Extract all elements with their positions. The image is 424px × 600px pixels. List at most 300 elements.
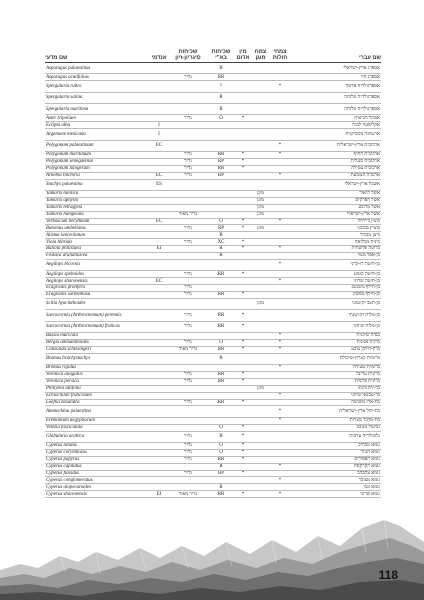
endemic-cell	[150, 484, 168, 491]
endemic-cell	[150, 298, 168, 309]
sand-plant-cell	[269, 115, 291, 122]
endemic-cell	[150, 232, 168, 239]
frequency-country-cell: RR	[208, 165, 234, 172]
protected-cell	[252, 431, 269, 442]
endemic-cell	[150, 74, 168, 81]
hebrew-name-cell: אקליפטה לבנה	[291, 122, 381, 129]
frequency-sinai-cell: נדיר	[168, 442, 208, 449]
protected-cell: מוגן	[252, 298, 269, 309]
red-species-cell	[234, 140, 252, 151]
sand-plant-cell	[269, 449, 291, 456]
red-species-cell	[234, 172, 252, 179]
frequency-sinai-cell: נדיר	[168, 271, 208, 278]
frequency-sinai-cell: נדיר מאוד	[168, 346, 208, 353]
frequency-sinai-cell: נדיר	[168, 399, 208, 406]
scientific-name-cell: Sarcocornia (Arthrocnemum) fruticos	[45, 321, 150, 332]
endemic-cell: EC	[150, 218, 168, 225]
hebrew-name-cell: ארגמונה מכסיקנית	[291, 129, 381, 140]
table-row	[45, 424, 381, 431]
scientific-name-cell: Ballota philistaea	[45, 246, 150, 253]
scientific-name-cell: Echiochilon fruticosum	[45, 392, 150, 399]
endemic-cell: EI	[150, 246, 168, 253]
scientific-name-cell: Asparagus acutifolius	[45, 74, 150, 81]
hebrew-name-cell: אספרגולריה אדמה	[291, 81, 381, 92]
frequency-sinai-cell: נדיר	[168, 172, 208, 179]
scientific-name-cell: Ammochloa palaestina	[45, 406, 150, 417]
endemic-cell	[150, 165, 168, 172]
protected-cell	[252, 417, 269, 424]
red-species-cell	[234, 92, 252, 103]
table-row	[45, 298, 381, 309]
scientific-name-cell: Stachys palaestina	[45, 179, 150, 190]
frequency-country-cell	[208, 204, 234, 211]
table-row	[45, 225, 381, 232]
scientific-name-cell: Tamarix aphylla	[45, 197, 150, 204]
scientific-name-cell: Sarcocornia (Arthrocnemum) perennis	[45, 310, 150, 321]
header-red-species: מין אדום	[234, 41, 252, 63]
red-species-cell	[234, 278, 252, 285]
red-species-cell: *	[234, 339, 252, 346]
hebrew-name-cell: גומא זנבי	[291, 484, 381, 491]
hebrew-name-cell: אשל מרובע	[291, 204, 381, 211]
hebrew-name-cell: בת-מדבר מצרית	[291, 417, 381, 424]
table-row	[45, 271, 381, 278]
endemic-cell	[150, 378, 168, 385]
hebrew-name-cell: אספרגולריה מלוחה	[291, 92, 381, 103]
frequency-sinai-cell	[168, 81, 208, 92]
sand-plant-cell: *	[269, 218, 291, 225]
frequency-sinai-cell	[168, 218, 208, 225]
table-header-row	[45, 41, 381, 63]
table-row	[45, 246, 381, 253]
frequency-country-cell: RP	[208, 172, 234, 179]
hebrew-name-cell: ארכובית ארץ-ישראלית	[291, 140, 381, 151]
table-row	[45, 385, 381, 392]
sand-plant-cell: *	[269, 140, 291, 151]
protected-cell	[252, 74, 269, 81]
table-row	[45, 310, 381, 321]
protected-cell	[252, 399, 269, 406]
table-row	[45, 442, 381, 449]
protected-cell	[252, 158, 269, 165]
frequency-sinai-cell: נדיר	[168, 431, 208, 442]
sand-plant-cell: *	[269, 246, 291, 253]
red-species-cell	[234, 406, 252, 417]
hebrew-name-cell: בלוטה פלשתית	[291, 246, 381, 253]
frequency-country-cell: RR	[208, 346, 234, 353]
hebrew-name-cell: בן-חילף מפשק	[291, 291, 381, 298]
endemic-cell	[150, 225, 168, 232]
hebrew-name-cell: ברונית פרסית	[291, 378, 381, 385]
scientific-name-cell: Polygonum lanigerum	[45, 165, 150, 172]
frequency-sinai-cell	[168, 92, 208, 103]
protected-cell	[252, 129, 269, 140]
endemic-cell	[150, 431, 168, 442]
endemic-cell	[150, 285, 168, 292]
frequency-country-cell	[208, 211, 234, 218]
red-species-cell: *	[234, 378, 252, 385]
frequency-country-cell: R	[208, 104, 234, 115]
sand-plant-cell	[269, 470, 291, 477]
hebrew-name-cell: אסתר הביצות	[291, 115, 381, 122]
red-species-cell	[234, 81, 252, 92]
frequency-country-cell: R	[208, 232, 234, 239]
red-species-cell	[234, 298, 252, 309]
protected-cell	[252, 424, 269, 431]
sand-plant-cell	[269, 456, 291, 463]
table-row	[45, 74, 381, 81]
red-species-cell	[234, 477, 252, 484]
frequency-sinai-cell	[168, 484, 208, 491]
protected-cell	[252, 321, 269, 332]
table-row	[45, 339, 381, 346]
header-hebrew-name: שם עברי	[291, 41, 381, 63]
frequency-sinai-cell	[168, 232, 208, 239]
table-row	[45, 365, 381, 372]
frequency-country-cell	[208, 129, 234, 140]
protected-cell	[252, 477, 269, 484]
sand-plant-cell	[269, 211, 291, 218]
scientific-name-cell: Argemone mexicana	[45, 129, 150, 140]
frequency-sinai-cell	[168, 179, 208, 190]
table-row	[45, 371, 381, 378]
sand-plant-cell	[269, 165, 291, 172]
table-row	[45, 378, 381, 385]
hebrew-name-cell: ארנביה הצובעת	[291, 172, 381, 179]
hebrew-name-cell: גומא הגוזר	[291, 449, 381, 456]
hebrew-name-cell: בת-חול ארץ-ישראלית	[291, 406, 381, 417]
protected-cell	[252, 291, 269, 298]
scientific-name-cell: Tamarix tetragyna	[45, 204, 150, 211]
endemic-cell	[150, 442, 168, 449]
endemic-cell	[150, 424, 168, 431]
endemic-cell	[150, 115, 168, 122]
endemic-cell	[150, 239, 168, 246]
hebrew-name-cell: ברגיה אמנית	[291, 339, 381, 346]
red-species-cell: *	[234, 246, 252, 253]
scientific-name-cell: Scilla hyacinthoides	[45, 298, 150, 309]
sand-plant-cell: *	[269, 477, 291, 484]
frequency-sinai-cell: נדיר	[168, 310, 208, 321]
hebrew-name-cell: אספרג חד	[291, 74, 381, 81]
red-species-cell: *	[234, 449, 252, 456]
frequency-sinai-cell: נדיר	[168, 449, 208, 456]
table-row	[45, 252, 381, 259]
frequency-country-cell	[208, 197, 234, 204]
sand-plant-cell: *	[269, 259, 291, 270]
endemic-cell	[150, 211, 168, 218]
red-species-cell: *	[234, 239, 252, 246]
sand-plant-cell	[269, 424, 291, 431]
frequency-sinai-cell	[168, 197, 208, 204]
endemic-cell: EC	[150, 172, 168, 179]
sand-plant-cell	[269, 122, 291, 129]
frequency-country-cell: XC	[208, 239, 234, 246]
scientific-name-cell: Eragrostis sarmentosa	[45, 291, 150, 298]
protected-cell	[252, 470, 269, 477]
endemic-cell	[150, 310, 168, 321]
red-species-cell	[234, 74, 252, 81]
header-frequency-country: שכיחות בא"י	[208, 41, 234, 63]
frequency-sinai-cell	[168, 463, 208, 470]
frequency-sinai-cell: נדיר מאוד	[168, 211, 208, 218]
frequency-country-cell	[208, 392, 234, 399]
red-species-cell: *	[234, 271, 252, 278]
frequency-sinai-cell	[168, 406, 208, 417]
hebrew-name-cell: בן-חיטה דו-קרני	[291, 259, 381, 270]
table-row	[45, 190, 381, 197]
scientific-name-cell: Cyperus capitatus	[45, 463, 150, 470]
scientific-name-cell: Cyperus corymbosus	[45, 449, 150, 456]
hebrew-name-cell: ברומית שעירה	[291, 365, 381, 372]
frequency-country-cell: RR	[208, 152, 234, 159]
table-row	[45, 449, 381, 456]
hebrew-name-cell: בסיה שיכנית	[291, 333, 381, 340]
scientific-name-cell: Spergularia salina	[45, 92, 150, 103]
table-row	[45, 321, 381, 332]
table-row	[45, 172, 381, 179]
red-species-cell: *	[234, 165, 252, 172]
red-species-cell: *	[234, 456, 252, 463]
sand-plant-cell	[269, 179, 291, 190]
red-species-cell	[234, 204, 252, 211]
endemic-cell	[150, 152, 168, 159]
hebrew-name-cell: ארכובית סנגלית	[291, 158, 381, 165]
frequency-country-cell: RR	[208, 321, 234, 332]
sand-plant-cell: *	[269, 392, 291, 399]
protected-cell	[252, 285, 269, 292]
table-row	[45, 81, 381, 92]
sand-plant-cell	[269, 232, 291, 239]
protected-cell	[252, 271, 269, 278]
sand-plant-cell	[269, 484, 291, 491]
endemic-cell	[150, 158, 168, 165]
endemic-cell	[150, 92, 168, 103]
endemic-cell	[150, 417, 168, 424]
frequency-country-cell: R	[208, 92, 234, 103]
hebrew-name-cell: בוצין ביירותי	[291, 218, 381, 225]
frequency-country-cell: O	[208, 442, 234, 449]
sand-plant-cell	[269, 431, 291, 442]
species-table-body	[45, 63, 381, 498]
table-row	[45, 491, 381, 498]
sand-plant-cell	[269, 129, 291, 140]
sand-plant-cell	[269, 353, 291, 364]
red-species-cell: *	[234, 431, 252, 442]
red-species-cell: *	[234, 371, 252, 378]
frequency-country-cell: R	[208, 353, 234, 364]
protected-cell	[252, 104, 269, 115]
endemic-cell	[150, 259, 168, 270]
frequency-country-cell	[208, 278, 234, 285]
red-species-cell: *	[234, 424, 252, 431]
hebrew-name-cell: גלובולריה ערבית	[291, 431, 381, 442]
scientific-name-cell: Loeflia hexandra	[45, 399, 150, 406]
red-species-cell: *	[234, 321, 252, 332]
protected-cell	[252, 346, 269, 353]
table-row	[45, 285, 381, 292]
scientific-name-cell: Asparagus palaestinus	[45, 63, 150, 74]
protected-cell	[252, 92, 269, 103]
hebrew-name-cell: גביעול מגובב	[291, 424, 381, 431]
frequency-sinai-cell	[168, 63, 208, 74]
endemic-cell: I	[150, 129, 168, 140]
red-species-cell	[234, 333, 252, 340]
scientific-name-cell: Verbascum berytheum	[45, 218, 150, 225]
protected-cell	[252, 232, 269, 239]
frequency-sinai-cell	[168, 333, 208, 340]
hebrew-name-cell: גומא צהבהב	[291, 470, 381, 477]
sand-plant-cell: *	[269, 278, 291, 285]
frequency-country-cell	[208, 385, 234, 392]
red-species-cell	[234, 385, 252, 392]
sand-plant-cell	[269, 63, 291, 74]
red-species-cell: *	[234, 310, 252, 321]
frequency-sinai-cell: נדיר	[168, 339, 208, 346]
table-row	[45, 470, 381, 477]
sand-plant-cell: *	[269, 81, 291, 92]
red-species-cell	[234, 63, 252, 74]
frequency-sinai-cell	[168, 365, 208, 372]
hebrew-name-cell: גומא מצובר	[291, 477, 381, 484]
table-row	[45, 104, 381, 115]
frequency-sinai-cell: נדיר	[168, 158, 208, 165]
hebrew-name-cell: ברונית עדינה	[291, 371, 381, 378]
frequency-sinai-cell: נדיר	[168, 378, 208, 385]
red-species-cell: *	[234, 218, 252, 225]
frequency-country-cell: R	[208, 252, 234, 259]
frequency-sinai-cell	[168, 140, 208, 151]
hebrew-name-cell: אשל היאור	[291, 190, 381, 197]
endemic-cell	[150, 385, 168, 392]
red-species-cell	[234, 365, 252, 372]
table-row	[45, 232, 381, 239]
scientific-name-cell: Cyperus flavidus	[45, 470, 150, 477]
frequency-country-cell: RP	[208, 225, 234, 232]
red-species-cell: *	[234, 225, 252, 232]
frequency-country-cell	[208, 406, 234, 417]
frequency-country-cell: RR	[208, 291, 234, 298]
sand-plant-cell	[269, 378, 291, 385]
endemic-cell: EC	[150, 278, 168, 285]
endemic-cell	[150, 291, 168, 298]
protected-cell	[252, 442, 269, 449]
frequency-sinai-cell: נדיר	[168, 456, 208, 463]
sand-plant-cell	[269, 104, 291, 115]
red-species-cell: *	[234, 399, 252, 406]
frequency-country-cell: RP	[208, 158, 234, 165]
red-species-cell: *	[234, 491, 252, 498]
frequency-sinai-cell: נדיר	[168, 165, 208, 172]
endemic-cell	[150, 392, 168, 399]
hebrew-name-cell: גומא הפפירוס	[291, 456, 381, 463]
protected-cell	[252, 371, 269, 378]
endemic-cell: EI	[150, 491, 168, 498]
red-species-cell	[234, 417, 252, 424]
frequency-country-cell: R	[208, 463, 234, 470]
table-row	[45, 484, 381, 491]
table-row	[45, 477, 381, 484]
table-row	[45, 158, 381, 165]
hebrew-name-cell: בן-מלוח שיחני	[291, 321, 381, 332]
protected-cell	[252, 484, 269, 491]
frequency-sinai-cell: נדיר מאוד	[168, 491, 208, 498]
red-species-cell	[234, 484, 252, 491]
hebrew-name-cell: אשל הפרקים	[291, 197, 381, 204]
sand-plant-cell	[269, 399, 291, 406]
protected-cell: מוגן	[252, 197, 269, 204]
frequency-country-cell	[208, 140, 234, 151]
frequency-sinai-cell: נדיר	[168, 285, 208, 292]
scientific-name-cell: Bromus rigidus	[45, 365, 150, 372]
endemic-cell	[150, 365, 168, 372]
sand-plant-cell	[269, 197, 291, 204]
hebrew-name-cell: בת-ארז משושה	[291, 399, 381, 406]
endemic-cell	[150, 449, 168, 456]
scientific-name-cell: Bassia muricata	[45, 333, 150, 340]
red-species-cell: *	[234, 291, 252, 298]
sand-plant-cell	[269, 291, 291, 298]
frequency-sinai-cell: נדיר	[168, 225, 208, 232]
mountain-landscape-illustration	[0, 512, 424, 600]
red-species-cell	[234, 179, 252, 190]
protected-cell: מוגן	[252, 385, 269, 392]
sand-plant-cell	[269, 321, 291, 332]
frequency-sinai-cell: נדיר	[168, 74, 208, 81]
hebrew-name-cell: בן-מלוח רב-שנתי	[291, 310, 381, 321]
endemic-cell: EC	[150, 140, 168, 151]
scientific-name-cell: Arnebia tinctoria	[45, 172, 150, 179]
frequency-sinai-cell	[168, 385, 208, 392]
red-species-cell	[234, 197, 252, 204]
sand-plant-cell: *	[269, 333, 291, 340]
scientific-name-cell: Velezia fasciculata	[45, 424, 150, 431]
sand-plant-cell: *	[269, 491, 291, 498]
scientific-name-cell: Globularia arabica	[45, 431, 150, 442]
sand-plant-cell	[269, 271, 291, 278]
sand-plant-cell	[269, 190, 291, 197]
protected-cell	[252, 353, 269, 364]
sand-plant-cell: *	[269, 463, 291, 470]
table-row	[45, 259, 381, 270]
scientific-name-cell: Bromus brachystachys	[45, 353, 150, 364]
protected-cell: מוגן	[252, 211, 269, 218]
frequency-sinai-cell	[168, 204, 208, 211]
frequency-country-cell	[208, 190, 234, 197]
frequency-country-cell	[208, 417, 234, 424]
table-row	[45, 204, 381, 211]
table-row	[45, 431, 381, 442]
sand-plant-cell	[269, 74, 291, 81]
protected-cell: מוגן	[252, 190, 269, 197]
frequency-country-cell: O	[208, 424, 234, 431]
red-species-cell	[234, 252, 252, 259]
sand-plant-cell	[269, 158, 291, 165]
protected-cell	[252, 463, 269, 470]
table-row	[45, 291, 381, 298]
sand-plant-cell	[269, 204, 291, 211]
endemic-cell	[150, 371, 168, 378]
frequency-country-cell	[208, 477, 234, 484]
red-species-cell	[234, 122, 252, 129]
red-species-cell	[234, 463, 252, 470]
protected-cell	[252, 165, 269, 172]
hebrew-name-cell: בן-חילף משגשג	[291, 285, 381, 292]
frequency-sinai-cell: נדיר	[168, 152, 208, 159]
red-species-cell	[234, 353, 252, 364]
scientific-name-cell: Aegilops bicornis	[45, 259, 150, 270]
scientific-name-cell: Cyperus nitidus	[45, 442, 150, 449]
